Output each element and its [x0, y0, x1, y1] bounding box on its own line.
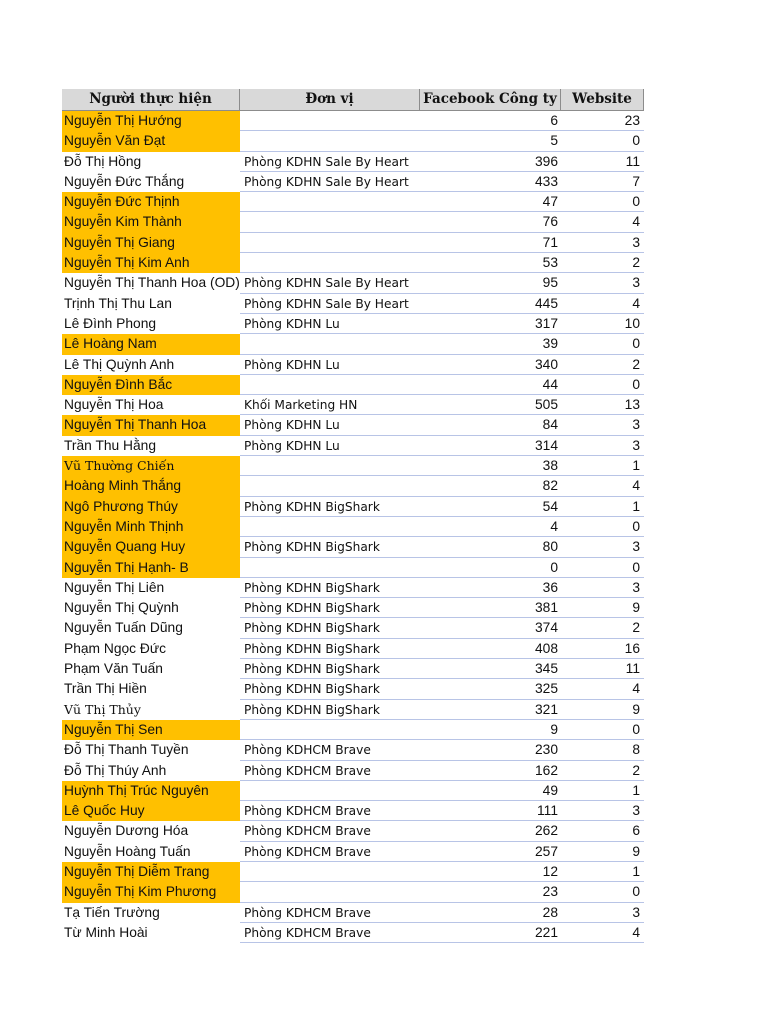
cell-unit [240, 192, 420, 212]
cell-unit: Phòng KDHN Sale By Heart [240, 273, 420, 293]
cell-name: Trịnh Thị Thu Lan [64, 295, 172, 311]
cell-name: Nguyễn Quang Huy [62, 537, 240, 557]
table-row [62, 903, 644, 923]
cell-facebook: 257 [420, 842, 561, 862]
table-row [62, 618, 644, 638]
cell-website: 11 [561, 659, 644, 679]
cell-facebook: 12 [420, 862, 561, 882]
cell-facebook: 408 [420, 639, 561, 659]
table-row [62, 355, 644, 375]
cell-unit: Phòng KDHN Sale By Heart [240, 294, 420, 314]
cell-unit [240, 334, 420, 354]
cell-website: 3 [561, 415, 644, 435]
cell-unit: Phòng KDHN BigShark [240, 578, 420, 598]
cell-name: Nguyễn Kim Thành [62, 212, 240, 232]
cell-facebook: 36 [420, 578, 561, 598]
cell-facebook: 49 [420, 781, 561, 801]
cell-website: 23 [561, 111, 644, 131]
cell-facebook: 23 [420, 882, 561, 902]
cell-website: 0 [561, 558, 644, 578]
cell-unit: Phòng KDHN Lu [240, 314, 420, 334]
table-row [62, 375, 644, 395]
cell-name: Nguyễn Thị Giang [62, 233, 240, 253]
cell-website: 2 [561, 355, 644, 375]
cell-website: 9 [561, 842, 644, 862]
report-table [62, 89, 644, 943]
cell-name: Nguyễn Đức Thịnh [62, 192, 240, 212]
cell-unit [240, 862, 420, 882]
header-website: Website [561, 89, 644, 110]
cell-website: 6 [561, 821, 644, 841]
table-row [62, 476, 644, 496]
table-row [62, 639, 644, 659]
cell-unit: Phòng KDHCM Brave [240, 740, 420, 760]
cell-unit [240, 253, 420, 273]
cell-name: Đỗ Thị Hồng [64, 153, 142, 169]
cell-name: Trần Thu Hằng [64, 437, 157, 453]
cell-website: 3 [561, 903, 644, 923]
table-row [62, 740, 644, 760]
cell-website: 0 [561, 517, 644, 537]
cell-name: Đỗ Thị Thanh Tuyền [64, 742, 189, 758]
table-body [62, 111, 644, 943]
cell-website: 4 [561, 212, 644, 232]
cell-website: 10 [561, 314, 644, 334]
cell-unit: Phòng KDHN BigShark [240, 497, 420, 517]
table-row [62, 212, 644, 232]
cell-website: 1 [561, 862, 644, 882]
cell-facebook: 4 [420, 517, 561, 537]
cell-facebook: 445 [420, 294, 561, 314]
table-row [62, 415, 644, 435]
cell-name: Nguyễn Dương Hóa [64, 823, 189, 839]
cell-name: Trần Thị Hiền [64, 681, 147, 697]
cell-unit: Khối Marketing HN [240, 395, 420, 415]
cell-unit: Phòng KDHN BigShark [240, 598, 420, 618]
cell-facebook: 345 [420, 659, 561, 679]
cell-name: Ngô Phương Thúy [62, 497, 240, 517]
table-row [62, 152, 644, 172]
cell-unit: Phòng KDHCM Brave [240, 801, 420, 821]
cell-name: Nguyễn Tuấn Dũng [64, 620, 183, 636]
cell-facebook: 5 [420, 131, 561, 151]
cell-facebook: 111 [420, 801, 561, 821]
cell-unit [240, 781, 420, 801]
cell-facebook: 71 [420, 233, 561, 253]
cell-unit: Phòng KDHCM Brave [240, 821, 420, 841]
table-row [62, 517, 644, 537]
cell-name: Nguyễn Thị Kim Phương [62, 882, 240, 902]
cell-name: Lê Hoàng Nam [62, 334, 240, 354]
table-row [62, 659, 644, 679]
cell-facebook: 80 [420, 537, 561, 557]
table-row [62, 172, 644, 192]
cell-website: 0 [561, 720, 644, 740]
table-row [62, 801, 644, 821]
table-row [62, 882, 644, 902]
cell-unit: Phòng KDHCM Brave [240, 923, 420, 943]
cell-website: 0 [561, 375, 644, 395]
cell-unit: Phòng KDHN BigShark [240, 537, 420, 557]
cell-facebook: 396 [420, 152, 561, 172]
cell-name: Nguyễn Văn Đạt [62, 131, 240, 151]
table-row [62, 700, 644, 720]
table-row [62, 253, 644, 273]
cell-facebook: 433 [420, 172, 561, 192]
cell-unit [240, 558, 420, 578]
cell-website: 9 [561, 598, 644, 618]
cell-facebook: 340 [420, 355, 561, 375]
cell-name: Nguyễn Thị Thanh Hoa (OD) [64, 275, 240, 291]
cell-facebook: 374 [420, 618, 561, 638]
cell-unit: Phòng KDHN Sale By Heart [240, 152, 420, 172]
cell-unit [240, 882, 420, 902]
cell-name: Nguyễn Đức Thắng [64, 173, 185, 189]
cell-facebook: 28 [420, 903, 561, 923]
cell-facebook: 317 [420, 314, 561, 334]
cell-website: 4 [561, 679, 644, 699]
cell-facebook: 9 [420, 720, 561, 740]
cell-facebook: 262 [420, 821, 561, 841]
cell-name: Hoàng Minh Thắng [62, 476, 240, 496]
cell-name: Nguyễn Thị Diễm Trang [62, 862, 240, 882]
cell-website: 4 [561, 294, 644, 314]
cell-facebook: 381 [420, 598, 561, 618]
table-row [62, 862, 644, 882]
cell-name: Phạm Văn Tuấn [64, 661, 163, 677]
cell-facebook: 314 [420, 436, 561, 456]
cell-facebook: 44 [420, 375, 561, 395]
cell-facebook: 321 [420, 700, 561, 720]
cell-facebook: 47 [420, 192, 561, 212]
cell-unit [240, 517, 420, 537]
cell-name: Nguyễn Thị Hạnh- B [62, 558, 240, 578]
cell-website: 4 [561, 476, 644, 496]
table-row [62, 456, 644, 476]
table-row [62, 558, 644, 578]
cell-name: Đỗ Thị Thúy Anh [64, 762, 167, 778]
cell-facebook: 6 [420, 111, 561, 131]
cell-name: Nguyễn Thị Kim Anh [62, 253, 240, 273]
cell-name: Tạ Tiến Trường [64, 904, 160, 920]
cell-website: 3 [561, 537, 644, 557]
cell-unit: Phòng KDHN BigShark [240, 618, 420, 638]
table-row [62, 233, 644, 253]
cell-facebook: 230 [420, 740, 561, 760]
cell-name: Nguyễn Hoàng Tuấn [64, 843, 191, 859]
cell-unit: Phòng KDHN BigShark [240, 639, 420, 659]
cell-website: 7 [561, 172, 644, 192]
cell-facebook: 95 [420, 273, 561, 293]
cell-website: 0 [561, 334, 644, 354]
cell-website: 1 [561, 497, 644, 517]
cell-facebook: 54 [420, 497, 561, 517]
header-facebook: Facebook Công ty [420, 89, 561, 110]
cell-website: 16 [561, 639, 644, 659]
cell-name: Huỳnh Thị Trúc Nguyên [62, 781, 240, 801]
table-row [62, 537, 644, 557]
table-row [62, 598, 644, 618]
table-row [62, 314, 644, 334]
table-row [62, 720, 644, 740]
table-row [62, 781, 644, 801]
cell-website: 0 [561, 131, 644, 151]
cell-website: 2 [561, 253, 644, 273]
table-row [62, 679, 644, 699]
cell-website: 0 [561, 882, 644, 902]
table-row [62, 294, 644, 314]
cell-unit [240, 131, 420, 151]
cell-website: 1 [561, 781, 644, 801]
table-row [62, 395, 644, 415]
cell-name: Từ Minh Hoài [64, 924, 148, 940]
cell-name: Vũ Thị Thủy [64, 701, 141, 717]
cell-unit: Phòng KDHCM Brave [240, 842, 420, 862]
cell-facebook: 53 [420, 253, 561, 273]
table-row [62, 436, 644, 456]
cell-name: Nguyễn Đình Bắc [62, 375, 240, 395]
cell-website: 3 [561, 273, 644, 293]
cell-website: 0 [561, 192, 644, 212]
header-performer: Người thực hiện [62, 89, 240, 110]
table-row [62, 111, 644, 131]
cell-name: Nguyễn Thị Thanh Hoa [62, 415, 240, 435]
cell-facebook: 221 [420, 923, 561, 943]
cell-facebook: 84 [420, 415, 561, 435]
table-row [62, 923, 644, 943]
cell-unit: Phòng KDHCM Brave [240, 903, 420, 923]
cell-facebook: 76 [420, 212, 561, 232]
cell-name: Lê Quốc Huy [62, 801, 240, 821]
table-row [62, 578, 644, 598]
table-row [62, 761, 644, 781]
cell-website: 3 [561, 578, 644, 598]
cell-name: Nguyễn Thị Quỳnh [64, 600, 179, 616]
cell-unit [240, 456, 420, 476]
table-row [62, 821, 644, 841]
table-row [62, 497, 644, 517]
cell-unit: Phòng KDHN Lu [240, 436, 420, 456]
cell-facebook: 82 [420, 476, 561, 496]
cell-name: Phạm Ngọc Đức [64, 640, 167, 656]
cell-website: 9 [561, 700, 644, 720]
cell-name: Nguyễn Thị Sen [62, 720, 240, 740]
cell-website: 2 [561, 761, 644, 781]
cell-website: 1 [561, 456, 644, 476]
cell-unit: Phòng KDHN BigShark [240, 700, 420, 720]
cell-facebook: 38 [420, 456, 561, 476]
cell-unit: Phòng KDHN Lu [240, 355, 420, 375]
cell-website: 8 [561, 740, 644, 760]
cell-facebook: 325 [420, 679, 561, 699]
cell-facebook: 162 [420, 761, 561, 781]
cell-unit: Phòng KDHCM Brave [240, 761, 420, 781]
cell-unit [240, 720, 420, 740]
cell-name: Vũ Thường Chiến [62, 456, 240, 476]
cell-unit: Phòng KDHN Sale By Heart [240, 172, 420, 192]
cell-website: 3 [561, 436, 644, 456]
table-row [62, 334, 644, 354]
cell-name: Lê Đình Phong [64, 315, 157, 331]
cell-unit: Phòng KDHN BigShark [240, 659, 420, 679]
cell-unit: Phòng KDHN BigShark [240, 679, 420, 699]
cell-website: 11 [561, 152, 644, 172]
cell-unit: Phòng KDHN Lu [240, 415, 420, 435]
table-row [62, 192, 644, 212]
cell-website: 3 [561, 801, 644, 821]
cell-name: Lê Thị Quỳnh Anh [64, 356, 175, 372]
cell-unit [240, 111, 420, 131]
cell-name: Nguyễn Thị Hoa [64, 397, 164, 413]
cell-facebook: 0 [420, 558, 561, 578]
cell-facebook: 505 [420, 395, 561, 415]
cell-website: 13 [561, 395, 644, 415]
cell-unit [240, 375, 420, 395]
header-unit: Đơn vị [240, 89, 420, 110]
cell-website: 2 [561, 618, 644, 638]
cell-website: 4 [561, 923, 644, 943]
cell-unit [240, 212, 420, 232]
cell-facebook: 39 [420, 334, 561, 354]
cell-unit [240, 233, 420, 253]
cell-name: Nguyễn Minh Thịnh [62, 517, 240, 537]
cell-unit [240, 476, 420, 496]
table-row [62, 842, 644, 862]
cell-website: 3 [561, 233, 644, 253]
table-header [62, 89, 644, 111]
table-row [62, 131, 644, 151]
cell-name: Nguyễn Thị Hướng [62, 111, 240, 131]
cell-name: Nguyễn Thị Liên [64, 579, 165, 595]
table-row [62, 273, 644, 293]
